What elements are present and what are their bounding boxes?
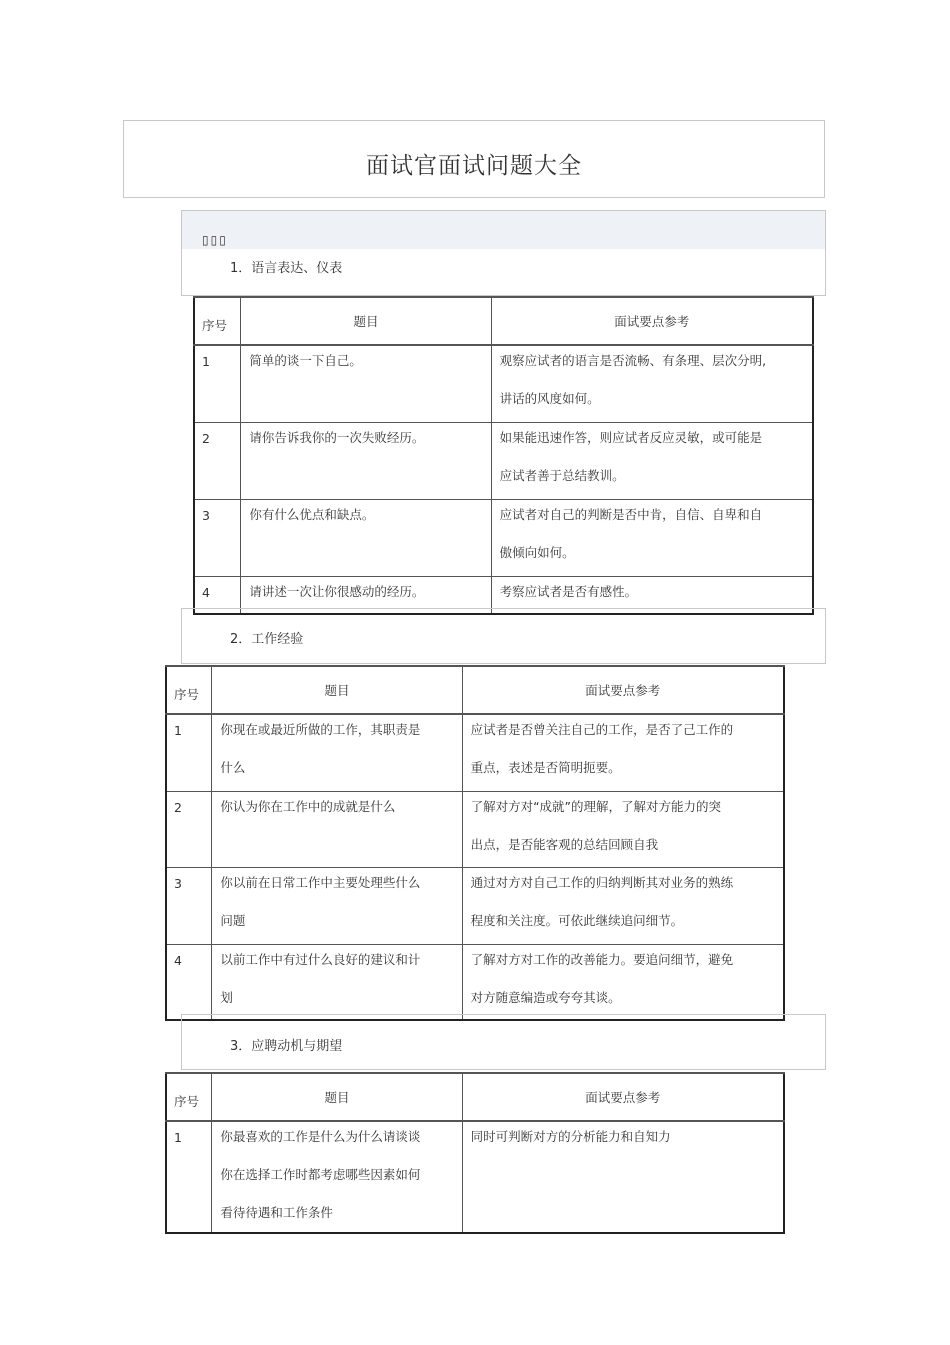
row-reference (491, 499, 813, 576)
question-line: 以前工作中有过什么良好的建议和计 (220, 951, 421, 967)
table-row (194, 345, 813, 422)
row-reference (491, 422, 813, 499)
header-glyphs: ▯▯▯ (202, 233, 228, 247)
reference-line: 如果能迅速作答，则应试者反应灵敏，或可能是 (499, 429, 763, 445)
col-question-header: 题目 (241, 297, 491, 345)
col-num-header: 序号 (166, 666, 212, 714)
col-reference-header: 面试要点参考 (491, 297, 813, 345)
col-question-header: 题目 (212, 1073, 462, 1121)
row-question (212, 1121, 462, 1233)
reference-line: 应试者是否曾关注自己的工作，是否了己工作的 (470, 722, 734, 737)
section-2-header (181, 608, 826, 664)
col-num-header: 序号 (166, 1073, 212, 1121)
question-line: 请你告诉我你的一次失败经历。 (249, 429, 425, 445)
section-1-table (193, 296, 814, 615)
question-line: 什么 (220, 760, 246, 775)
reference-line: 应试者对自己的判断是否中肯，自信、自卑和自 (499, 506, 763, 522)
title-box (123, 120, 825, 198)
row-question (241, 422, 491, 499)
question-line: 你最喜欢的工作是什么为什么请谈谈 (220, 1129, 421, 1144)
row-question (212, 867, 462, 944)
col-reference-header: 面试要点参考 (462, 1073, 784, 1121)
row-num: 1 (194, 345, 241, 422)
row-reference (491, 345, 813, 422)
table-header-row (194, 297, 813, 345)
table-row (194, 422, 813, 499)
section-3-label: 3．应聘动机与期望 (230, 1039, 343, 1054)
table-header-row (166, 666, 784, 714)
row-question (212, 791, 462, 867)
question-line: 你以前在日常工作中主要处理些什么 (220, 874, 421, 890)
row-num: 4 (194, 576, 241, 614)
reference-line: 傲倾向如何。 (499, 544, 575, 560)
row-reference (462, 791, 784, 867)
row-num: 2 (194, 422, 241, 499)
col-num-header: 序号 (194, 297, 241, 345)
table-row (166, 1121, 784, 1233)
section-2-table (165, 665, 785, 1021)
section-3-table (165, 1072, 785, 1234)
reference-line: 对方随意编造或夸夸其谈。 (470, 989, 621, 1005)
row-question (212, 714, 462, 791)
question-line: 你认为你在工作中的成就是什么 (220, 798, 396, 814)
col-question-header: 题目 (212, 666, 462, 714)
row-reference (462, 1121, 784, 1233)
question-line: 你现在或最近所做的工作，其职责是 (220, 722, 421, 737)
table-header-row (166, 1073, 784, 1121)
row-reference (462, 714, 784, 791)
row-num: 1 (166, 1121, 212, 1233)
row-question (241, 345, 491, 422)
reference-line: 观察应试者的语言是否流畅、有条理、层次分明, (499, 353, 767, 368)
table-row (166, 791, 784, 867)
section-3-header (181, 1014, 826, 1070)
table-row (166, 714, 784, 791)
row-question (241, 499, 491, 576)
question-line: 请讲述一次让你很感动的经历。 (249, 583, 425, 599)
reference-line: 出点，是否能客观的总结回顾自我 (470, 836, 659, 852)
section-2-label: 2．工作经验 (230, 632, 304, 647)
question-line: 划 (220, 989, 233, 1005)
reference-line: 程度和关注度。可依此继续追问细节。 (470, 912, 684, 928)
reference-line: 讲话的风度如何。 (499, 391, 600, 406)
question-line: 问题 (220, 912, 246, 928)
row-num: 2 (166, 791, 212, 867)
table-row (166, 867, 784, 944)
reference-line: 通过对方对自己工作的归纳判断其对业务的熟练 (470, 874, 734, 890)
table-row (166, 944, 784, 1020)
section-1-band (182, 211, 825, 249)
row-num: 3 (194, 499, 241, 576)
col-reference-header: 面试要点参考 (462, 666, 784, 714)
row-num: 1 (166, 714, 212, 791)
question-line: 简单的谈一下自己。 (249, 353, 362, 368)
section-1-label: 1．语言表达、仪表 (230, 261, 343, 276)
row-question (212, 944, 462, 1020)
question-line: 你在选择工作时都考虑哪些因素如何 (220, 1167, 421, 1182)
page-title: 面试官面试问题大全 (366, 153, 582, 179)
reference-line: 同时可判断对方的分析能力和自知力 (470, 1129, 671, 1144)
reference-line: 应试者善于总结教训。 (499, 467, 625, 483)
reference-line: 重点，表述是否简明扼要。 (470, 760, 621, 775)
question-line: 你有什么优点和缺点。 (249, 506, 375, 522)
reference-line: 考察应试者是否有感性。 (499, 583, 638, 599)
row-num: 4 (166, 944, 212, 1020)
question-line: 看待待遇和工作条件 (220, 1205, 333, 1220)
reference-line: 了解对方对“成就”的理解，了解对方能力的突 (470, 798, 722, 814)
section-1-header (181, 210, 826, 296)
row-reference (462, 944, 784, 1020)
reference-line: 了解对方对工作的改善能力。要追问细节，避免 (470, 951, 734, 967)
row-num: 3 (166, 867, 212, 944)
table-row (194, 499, 813, 576)
row-reference (462, 867, 784, 944)
